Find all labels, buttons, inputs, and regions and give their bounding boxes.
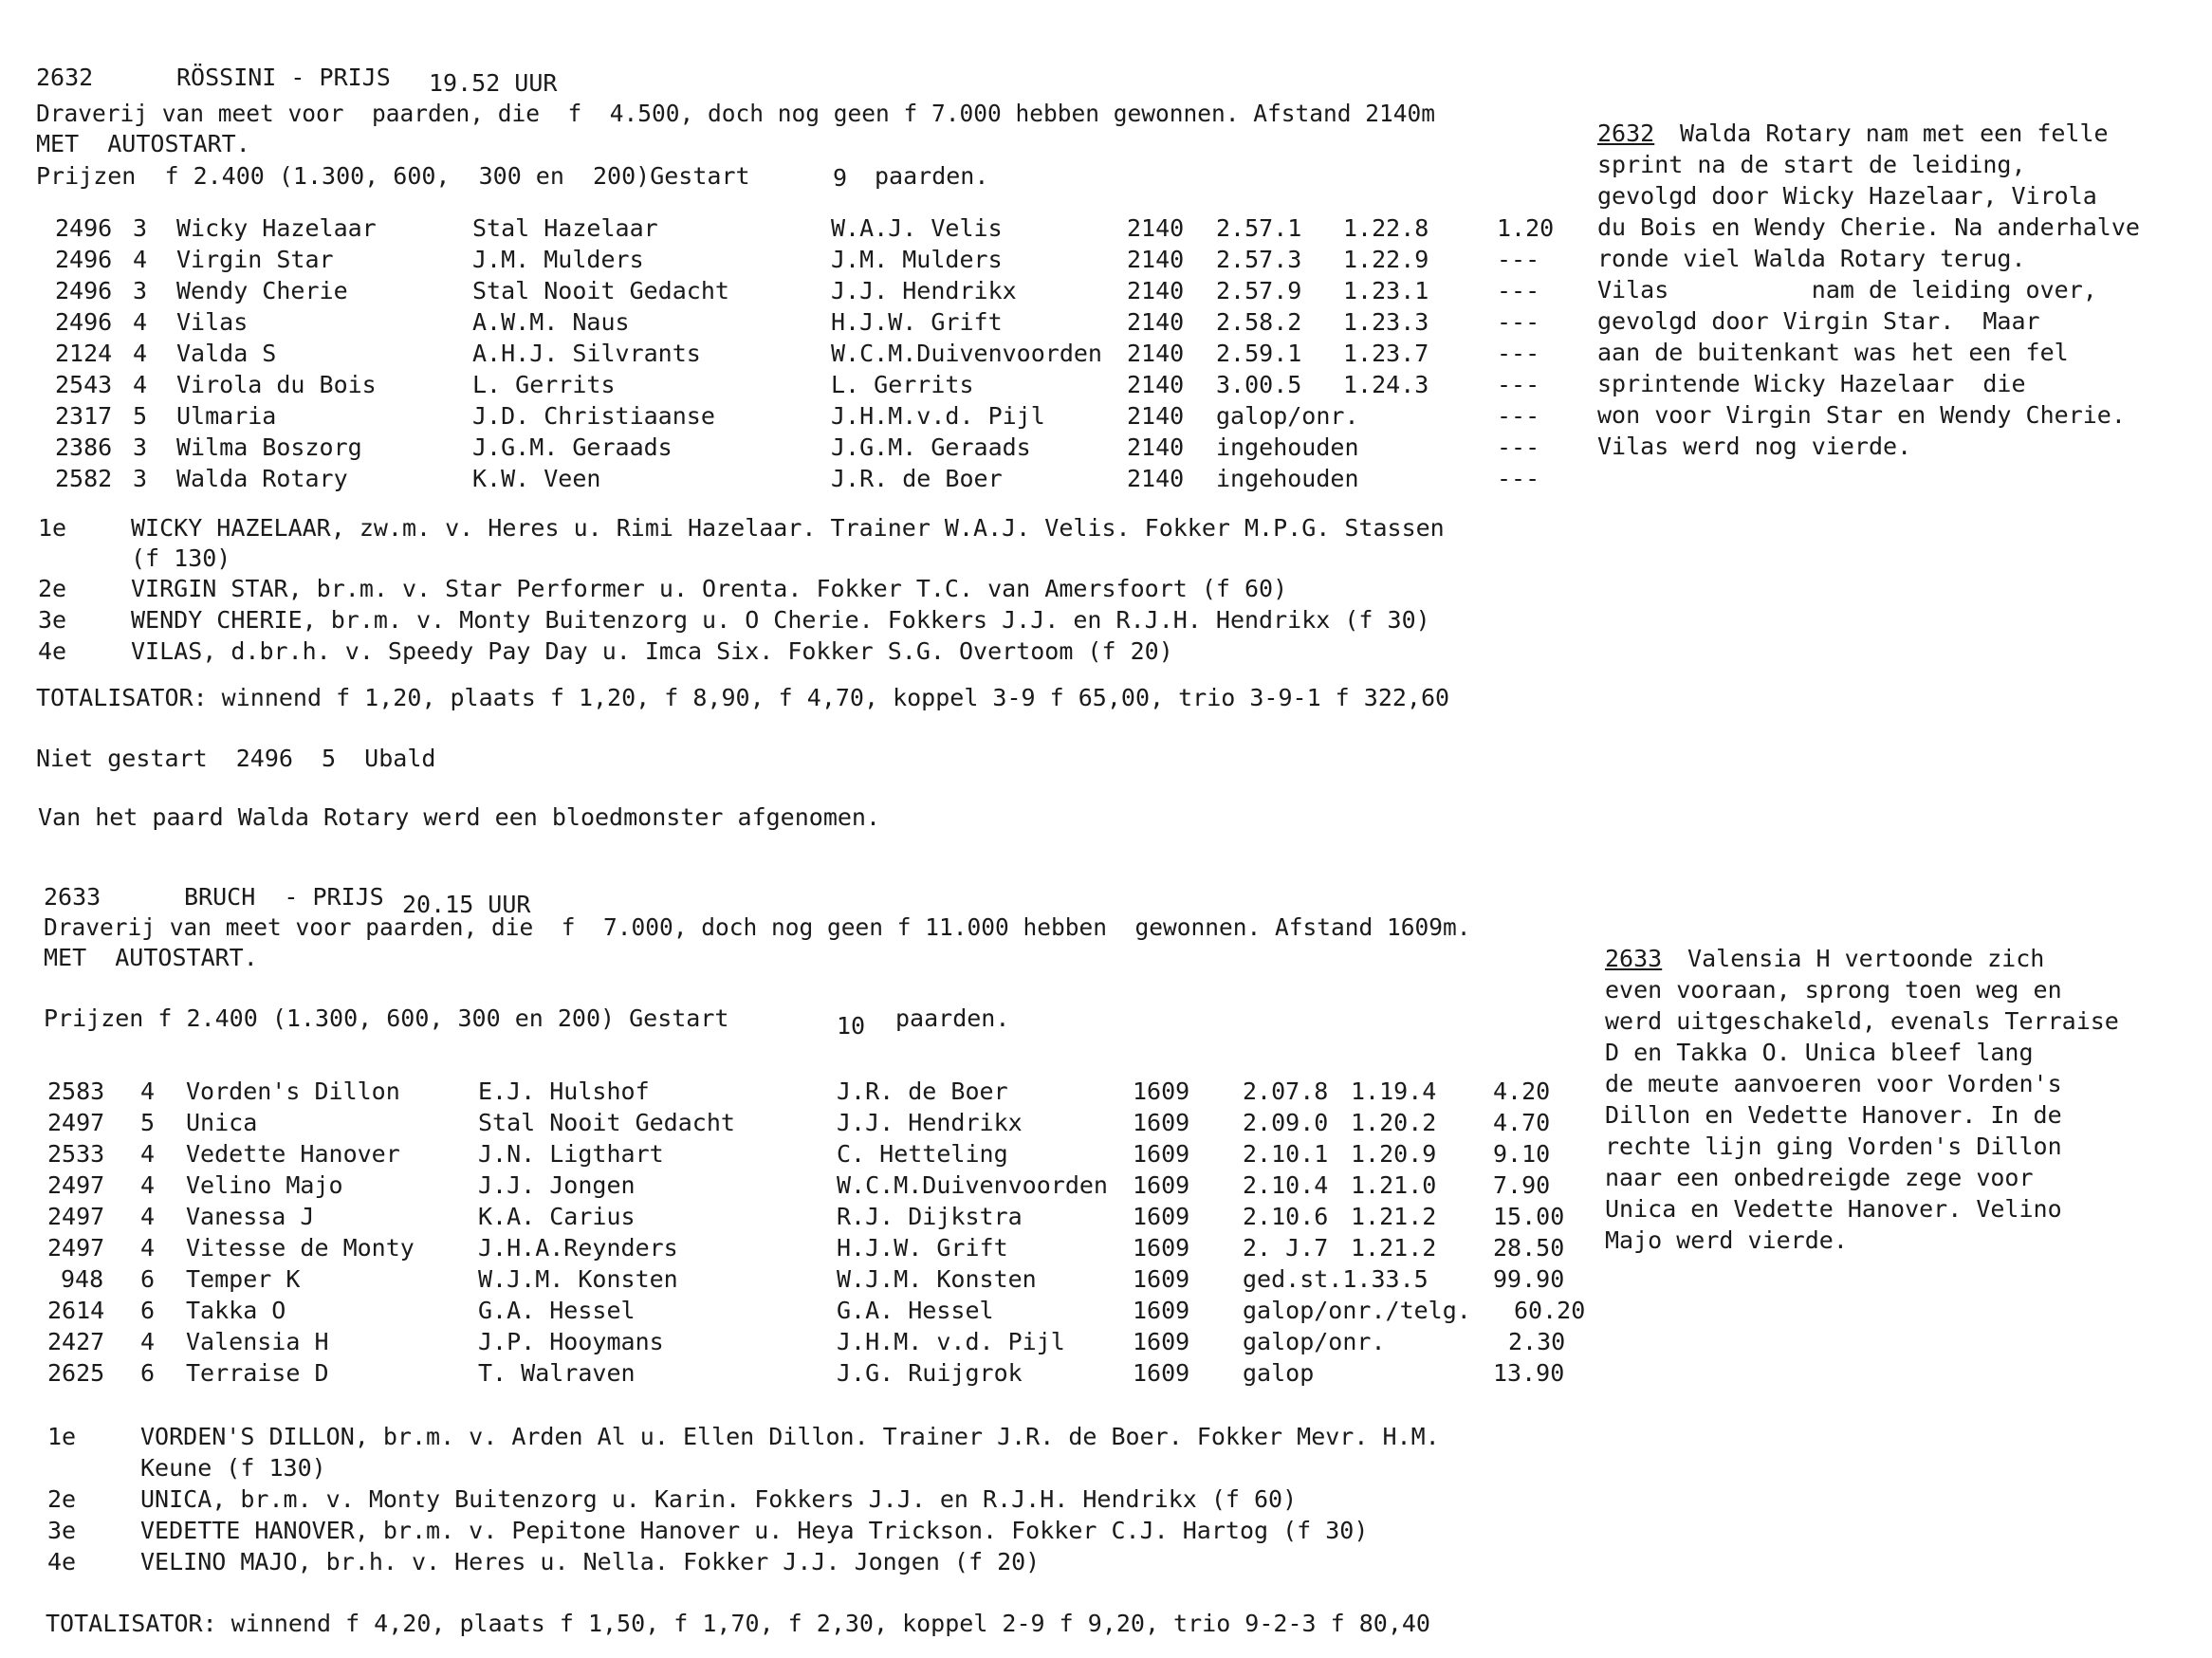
form-cell: 2427 — [47, 1328, 105, 1355]
result-place: 2e — [47, 1485, 77, 1513]
comment-line: won voor Virgin Star en Wendy Cherie. — [1597, 401, 2126, 429]
owner-cell: J.N. Ligthart — [478, 1140, 664, 1168]
comment-line: aan de buitenkant was het een fel — [1597, 339, 2069, 366]
owner-cell: E.J. Hulshof — [478, 1078, 650, 1105]
form-cell: 2496 — [55, 308, 113, 336]
comment-line: Vilas werd nog vierde. — [1597, 433, 1912, 460]
comment-line: D en Takka O. Unica bleef lang — [1605, 1039, 2034, 1066]
distance-cell: 1609 — [1133, 1234, 1190, 1262]
number-cell: 6 — [140, 1297, 156, 1324]
form-cell: 2583 — [47, 1078, 105, 1105]
distance-cell: 2140 — [1127, 340, 1185, 367]
odds-cell: 2.30 — [1508, 1328, 1566, 1355]
comment-number: 2633 — [1605, 945, 1663, 972]
owner-cell: J.G.M. Geraads — [472, 433, 673, 461]
driver-cell: H.J.W. Grift — [831, 308, 1003, 336]
table-row — [0, 1107, 1594, 1138]
owner-cell: J.H.A.Reynders — [478, 1234, 678, 1262]
owner-cell: J.D. Christiaanse — [472, 402, 715, 430]
result-place: 4e — [38, 637, 67, 665]
number-cell: 5 — [140, 1109, 156, 1136]
table-row — [0, 1295, 1594, 1326]
time-cell: 2.10.1 — [1243, 1140, 1329, 1168]
result-place: 3e — [47, 1517, 77, 1544]
result-text: WICKY HAZELAAR, zw.m. v. Heres u. Rimi Hazelaar. Trainer W.A.J. Velis. Fokker M.P.G. Stassen — [131, 514, 1445, 542]
horse-cell: Virgin Star — [176, 246, 334, 273]
time-cell: ingehouden — [1216, 433, 1359, 461]
driver-cell: W.C.M.Duivenvoorden — [831, 340, 1102, 367]
time-cell: 2. J.7 — [1243, 1234, 1329, 1262]
form-cell: 2543 — [55, 371, 113, 398]
table-row — [0, 369, 1594, 400]
comment-line: Unica en Vedette Hanover. Velino — [1605, 1195, 2062, 1223]
km-time-cell: 1.20.2 — [1351, 1109, 1437, 1136]
form-cell: 2497 — [47, 1171, 105, 1199]
race-prizes: Prijzen f 2.400 (1.300, 600, 300 en 200) Gestart — [44, 1004, 729, 1032]
km-time-cell: 1.21.0 — [1351, 1171, 1437, 1199]
horse-cell: Takka O — [186, 1297, 286, 1324]
comment-line: Vilas nam de leiding over, — [1597, 276, 2097, 304]
result-text: VEDETTE HANOVER, br.m. v. Pepitone Hanover u. Heya Trickson. Fokker C.J. Hartog (f 30) — [140, 1517, 1369, 1544]
number-cell: 3 — [133, 433, 148, 461]
driver-cell: J.J. Hendrikx — [837, 1109, 1023, 1136]
owner-cell: J.P. Hooymans — [478, 1328, 664, 1355]
result-place: 4e — [47, 1548, 77, 1575]
form-cell: 2496 — [55, 277, 113, 304]
form-cell: 2497 — [47, 1234, 105, 1262]
distance-cell: 2140 — [1127, 308, 1185, 336]
race-number: 2632 — [36, 64, 94, 91]
number-cell: 6 — [140, 1359, 156, 1387]
started-suffix: paarden. — [895, 1004, 1010, 1032]
odds-cell: 13.90 — [1493, 1359, 1565, 1387]
table-row — [0, 1232, 1594, 1263]
distance-cell: 1609 — [1133, 1203, 1190, 1230]
race-description: Draverij van meet voor paarden, die f 7.000, doch nog geen f 11.000 hebben gewonnen. Afstand 1609m. — [44, 913, 1471, 941]
owner-cell: T. Walraven — [478, 1359, 636, 1387]
table-row — [0, 432, 1594, 463]
result-text: WENDY CHERIE, br.m. v. Monty Buitenzorg u. O Cherie. Fokkers J.J. en R.J.H. Hendrikx (f 30) — [131, 606, 1430, 634]
comment-line: naar een onbedreigde zege voor — [1605, 1164, 2034, 1191]
distance-cell: 2140 — [1127, 433, 1185, 461]
time-cell: 2.57.1 — [1216, 214, 1302, 242]
comment-line: werd uitgeschakeld, evenals Terraise — [1605, 1007, 2119, 1035]
result-place: 3e — [38, 606, 67, 634]
odds-cell: --- — [1497, 465, 1540, 492]
form-cell: 2497 — [47, 1109, 105, 1136]
comment-line: Walda Rotary nam met een felle — [1666, 120, 2109, 147]
distance-cell: 1609 — [1133, 1140, 1190, 1168]
odds-cell: 4.20 — [1493, 1078, 1551, 1105]
distance-cell: 2140 — [1127, 246, 1185, 273]
number-cell: 4 — [133, 340, 148, 367]
odds-cell: 60.20 — [1514, 1297, 1586, 1324]
comment-number: 2632 — [1597, 120, 1655, 147]
result-text-continued: Keune (f 130) — [140, 1454, 326, 1482]
horse-cell: Vitesse de Monty — [186, 1234, 415, 1262]
race-title: BRUCH - PRIJS — [184, 883, 384, 911]
owner-cell: A.H.J. Silvrants — [472, 340, 701, 367]
number-cell: 4 — [133, 246, 148, 273]
owner-cell: A.W.M. Naus — [472, 308, 630, 336]
driver-cell: G.A. Hessel — [837, 1297, 994, 1324]
time-cell: 2.58.2 — [1216, 308, 1302, 336]
table-row — [0, 212, 1594, 244]
number-cell: 3 — [133, 277, 148, 304]
blood-sample-note: Van het paard Walda Rotary werd een bloedmonster afgenomen. — [38, 803, 881, 831]
form-cell: 2533 — [47, 1140, 105, 1168]
number-cell: 4 — [140, 1203, 156, 1230]
time-cell: 2.09.0 — [1243, 1109, 1329, 1136]
odds-cell: --- — [1497, 371, 1540, 398]
table-row — [0, 1076, 1594, 1107]
driver-cell: C. Hetteling — [837, 1140, 1008, 1168]
odds-cell: 9.10 — [1493, 1140, 1551, 1168]
result-text: VIRGIN STAR, br.m. v. Star Performer u. Orenta. Fokker T.C. van Amersfoort (f 60) — [131, 575, 1288, 602]
comment-line: rechte lijn ging Vorden's Dillon — [1605, 1133, 2062, 1160]
odds-cell: --- — [1497, 277, 1540, 304]
number-cell: 3 — [133, 465, 148, 492]
comment-line: ronde viel Walda Rotary terug. — [1597, 245, 2026, 272]
time-cell: ged.st.1.33.5 — [1243, 1265, 1429, 1293]
comment-line: sprint na de start de leiding, — [1597, 151, 2026, 178]
horse-cell: Vedette Hanover — [186, 1140, 400, 1168]
number-cell: 6 — [140, 1265, 156, 1293]
horse-cell: Valda S — [176, 340, 277, 367]
distance-cell: 2140 — [1127, 214, 1185, 242]
odds-cell: --- — [1497, 402, 1540, 430]
table-row — [0, 275, 1594, 306]
horse-cell: Temper K — [186, 1265, 301, 1293]
time-cell: 2.10.6 — [1243, 1203, 1329, 1230]
odds-cell: 99.90 — [1493, 1265, 1565, 1293]
form-cell: 2614 — [47, 1297, 105, 1324]
race-time: 19.52 UUR — [429, 69, 558, 97]
owner-cell: J.M. Mulders — [472, 246, 644, 273]
driver-cell: J.R. de Boer — [837, 1078, 1008, 1105]
table-row — [0, 1326, 1594, 1357]
result-text: VILAS, d.br.h. v. Speedy Pay Day u. Imca Six. Fokker S.G. Overtoom (f 20) — [131, 637, 1173, 665]
horse-cell: Walda Rotary — [176, 465, 348, 492]
form-cell: 2317 — [55, 402, 113, 430]
result-text: VELINO MAJO, br.h. v. Heres u. Nella. Fokker J.J. Jongen (f 20) — [140, 1548, 1041, 1575]
driver-cell: R.J. Dijkstra — [837, 1203, 1023, 1230]
table-row — [0, 1170, 1594, 1201]
horse-cell: Vorden's Dillon — [186, 1078, 400, 1105]
distance-cell: 2140 — [1127, 371, 1185, 398]
comment-line: gevolgd door Virgin Star. Maar — [1597, 307, 2040, 335]
comment-line: Dillon en Vedette Hanover. In de — [1605, 1101, 2062, 1129]
odds-cell: --- — [1497, 308, 1540, 336]
driver-cell: J.G.M. Geraads — [831, 433, 1031, 461]
km-time-cell: 1.23.1 — [1343, 277, 1429, 304]
number-cell: 4 — [140, 1234, 156, 1262]
time-cell: galop — [1243, 1359, 1315, 1387]
driver-cell: W.C.M.Duivenvoorden — [837, 1171, 1108, 1199]
owner-cell: Stal Nooit Gedacht — [478, 1109, 735, 1136]
odds-cell: --- — [1497, 340, 1540, 367]
race-prizes: Prijzen f 2.400 (1.300, 600, 300 en 200)Gestart — [36, 162, 750, 190]
distance-cell: 2140 — [1127, 277, 1185, 304]
distance-cell: 1609 — [1133, 1359, 1190, 1387]
comment-line: du Bois en Wendy Cherie. Na anderhalve — [1597, 213, 2140, 241]
km-time-cell: 1.22.9 — [1343, 246, 1429, 273]
driver-cell: L. Gerrits — [831, 371, 974, 398]
comment-line: Majo werd vierde. — [1605, 1226, 1848, 1254]
form-cell: 2497 — [47, 1203, 105, 1230]
table-row — [0, 244, 1594, 275]
race-description: Draverij van meet voor paarden, die f 4.500, doch nog geen f 7.000 hebben gewonnen. Afstand 2140m — [36, 100, 1436, 127]
totalisator: TOTALISATOR: winnend f 4,20, plaats f 1,50, f 1,70, f 2,30, koppel 2-9 f 9,20, trio 9-2-3 f 80,40 — [46, 1610, 1430, 1637]
driver-cell: J.H.M.v.d. Pijl — [831, 402, 1045, 430]
form-cell: 2625 — [47, 1359, 105, 1387]
form-cell: 2582 — [55, 465, 113, 492]
time-cell: 2.57.9 — [1216, 277, 1302, 304]
form-cell: 2496 — [55, 246, 113, 273]
km-time-cell: 1.22.8 — [1343, 214, 1429, 242]
totalisator: TOTALISATOR: winnend f 1,20, plaats f 1,20, f 8,90, f 4,70, koppel 3-9 f 65,00, trio 3-9-1 f 322,60 — [36, 684, 1450, 711]
table-row — [0, 338, 1594, 369]
distance-cell: 1609 — [1133, 1328, 1190, 1355]
started-count: 9 — [833, 164, 848, 192]
form-cell: 948 — [61, 1265, 104, 1293]
race-title: RÖSSINI - PRIJS — [176, 64, 391, 91]
horse-cell: Wilma Boszorg — [176, 433, 362, 461]
km-time-cell: 1.19.4 — [1351, 1078, 1437, 1105]
horse-cell: Virola du Bois — [176, 371, 377, 398]
distance-cell: 2140 — [1127, 465, 1185, 492]
number-cell: 5 — [133, 402, 148, 430]
km-time-cell: 1.21.2 — [1351, 1203, 1437, 1230]
owner-cell: Stal Hazelaar — [472, 214, 658, 242]
form-cell: 2496 — [55, 214, 113, 242]
odds-cell: 1.20 — [1497, 214, 1555, 242]
table-row — [0, 463, 1594, 494]
odds-cell: 28.50 — [1493, 1234, 1565, 1262]
race-start-type: MET AUTOSTART. — [44, 944, 258, 971]
result-text: UNICA, br.m. v. Monty Buitenzorg u. Karin. Fokkers J.J. en R.J.H. Hendrikx (f 60) — [140, 1485, 1298, 1513]
distance-cell: 1609 — [1133, 1171, 1190, 1199]
km-time-cell: 1.23.3 — [1343, 308, 1429, 336]
horse-cell: Valensia H — [186, 1328, 329, 1355]
horse-cell: Vanessa J — [186, 1203, 315, 1230]
horse-cell: Unica — [186, 1109, 258, 1136]
owner-cell: K.A. Carius — [478, 1203, 636, 1230]
time-cell: 2.07.8 — [1243, 1078, 1329, 1105]
distance-cell: 1609 — [1133, 1297, 1190, 1324]
owner-cell: G.A. Hessel — [478, 1297, 636, 1324]
result-text-continued: (f 130) — [131, 544, 231, 572]
owner-cell: J.J. Jongen — [478, 1171, 636, 1199]
table-row — [0, 1138, 1594, 1170]
number-cell: 4 — [140, 1140, 156, 1168]
km-time-cell: 1.21.2 — [1351, 1234, 1437, 1262]
table-row — [0, 306, 1594, 338]
owner-cell: W.J.M. Konsten — [478, 1265, 678, 1293]
comment-line: even vooraan, sprong toen weg en — [1605, 976, 2062, 1004]
owner-cell: Stal Nooit Gedacht — [472, 277, 729, 304]
driver-cell: J.M. Mulders — [831, 246, 1003, 273]
distance-cell: 1609 — [1133, 1109, 1190, 1136]
result-place: 2e — [38, 575, 67, 602]
distance-cell: 2140 — [1127, 402, 1185, 430]
number-cell: 4 — [140, 1078, 156, 1105]
number-cell: 4 — [140, 1328, 156, 1355]
form-cell: 2124 — [55, 340, 113, 367]
km-time-cell: 1.20.9 — [1351, 1140, 1437, 1168]
time-cell: galop/onr./telg. — [1243, 1297, 1471, 1324]
horse-cell: Ulmaria — [176, 402, 277, 430]
odds-cell: 7.90 — [1493, 1171, 1551, 1199]
horse-cell: Wicky Hazelaar — [176, 214, 377, 242]
horse-cell: Terraise D — [186, 1359, 329, 1387]
odds-cell: --- — [1497, 433, 1540, 461]
table-row — [0, 1263, 1594, 1295]
time-cell: 2.57.3 — [1216, 246, 1302, 273]
comment-line: gevolgd door Wicky Hazelaar, Virola — [1597, 182, 2097, 210]
started-suffix: paarden. — [875, 162, 989, 190]
km-time-cell: 1.23.7 — [1343, 340, 1429, 367]
table-row — [0, 400, 1594, 432]
time-cell: 2.59.1 — [1216, 340, 1302, 367]
driver-cell: W.J.M. Konsten — [837, 1265, 1037, 1293]
time-cell: 3.00.5 — [1216, 371, 1302, 398]
number-cell: 4 — [133, 308, 148, 336]
time-cell: ingehouden — [1216, 465, 1359, 492]
owner-cell: L. Gerrits — [472, 371, 616, 398]
race-time: 20.15 UUR — [402, 891, 531, 918]
horse-cell: Vilas — [176, 308, 249, 336]
odds-cell: 4.70 — [1493, 1109, 1551, 1136]
distance-cell: 1609 — [1133, 1078, 1190, 1105]
driver-cell: W.A.J. Velis — [831, 214, 1003, 242]
odds-cell: --- — [1497, 246, 1540, 273]
odds-cell: 15.00 — [1493, 1203, 1565, 1230]
not-started: Niet gestart 2496 5 Ubald — [36, 745, 436, 772]
driver-cell: J.G. Ruijgrok — [837, 1359, 1023, 1387]
horse-cell: Velino Majo — [186, 1171, 343, 1199]
comment-line: sprintende Wicky Hazelaar die — [1597, 370, 2026, 397]
table-row — [0, 1357, 1594, 1389]
comment-line: Valensia H vertoonde zich — [1673, 945, 2045, 972]
form-cell: 2386 — [55, 433, 113, 461]
started-count: 10 — [837, 1012, 866, 1040]
horse-cell: Wendy Cherie — [176, 277, 348, 304]
number-cell: 4 — [133, 371, 148, 398]
time-cell: galop/onr. — [1243, 1328, 1386, 1355]
distance-cell: 1609 — [1133, 1265, 1190, 1293]
time-cell: 2.10.4 — [1243, 1171, 1329, 1199]
owner-cell: K.W. Veen — [472, 465, 601, 492]
result-place: 1e — [47, 1423, 77, 1450]
driver-cell: J.H.M. v.d. Pijl — [837, 1328, 1065, 1355]
km-time-cell: 1.24.3 — [1343, 371, 1429, 398]
result-place: 1e — [38, 514, 67, 542]
race-start-type: MET AUTOSTART. — [36, 130, 250, 157]
comment-line: de meute aanvoeren voor Vorden's — [1605, 1070, 2062, 1097]
number-cell: 3 — [133, 214, 148, 242]
driver-cell: J.J. Hendrikx — [831, 277, 1017, 304]
time-cell: galop/onr. — [1216, 402, 1359, 430]
table-row — [0, 1201, 1594, 1232]
result-text: VORDEN'S DILLON, br.m. v. Arden Al u. Ellen Dillon. Trainer J.R. de Boer. Fokker Mevr. H.M. — [140, 1423, 1440, 1450]
driver-cell: J.R. de Boer — [831, 465, 1003, 492]
driver-cell: H.J.W. Grift — [837, 1234, 1008, 1262]
number-cell: 4 — [140, 1171, 156, 1199]
race-number: 2633 — [44, 883, 101, 911]
